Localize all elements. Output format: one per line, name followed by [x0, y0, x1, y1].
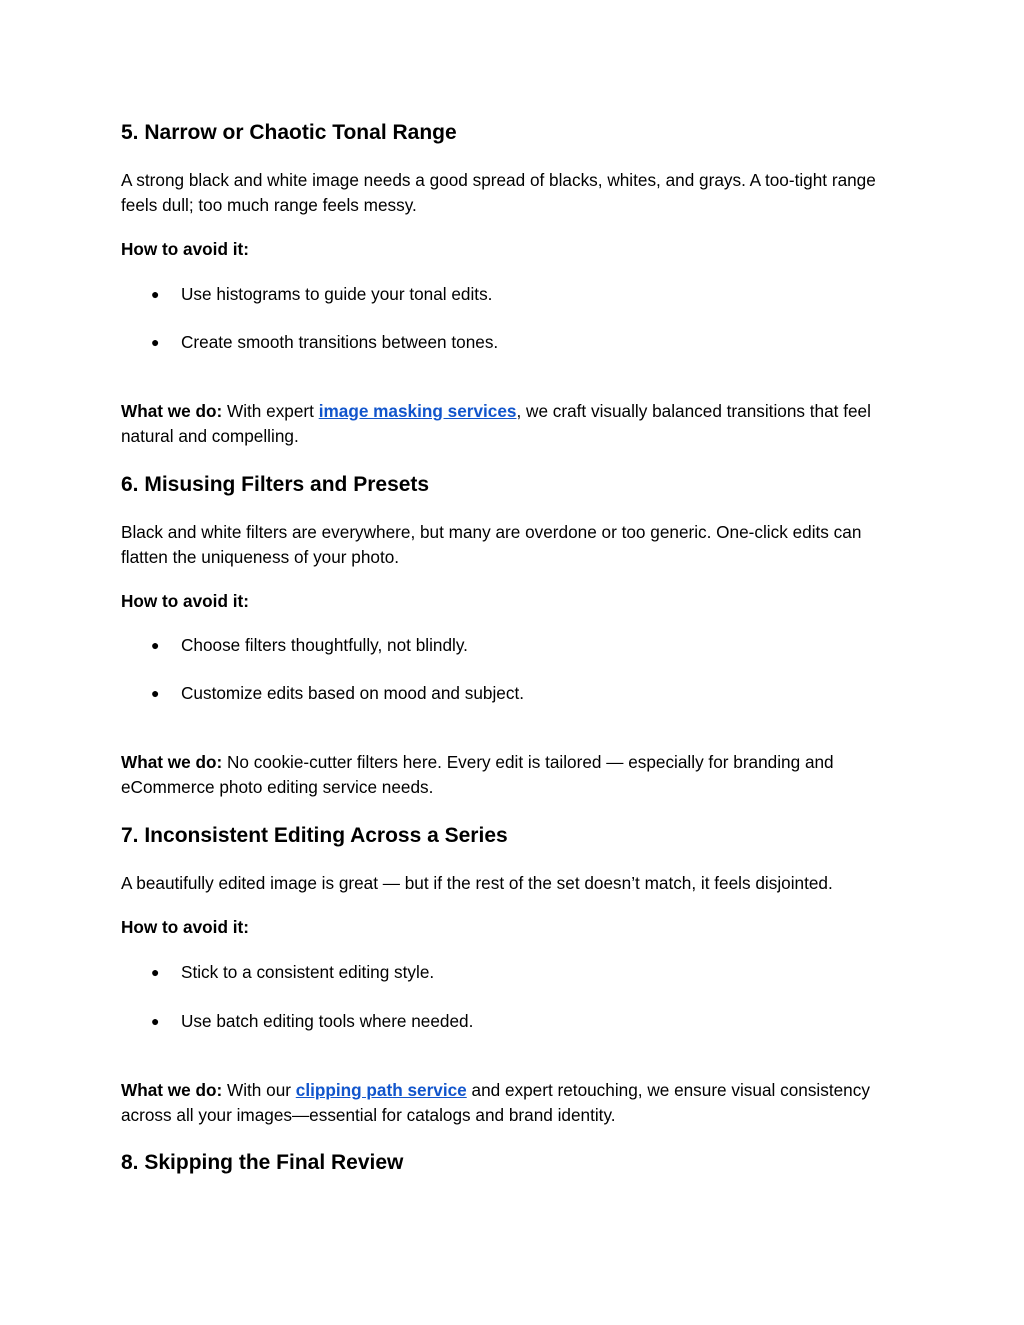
what-we-do-text: No cookie-cutter filters here. Every edit is tailored — especially for branding and eCommerce photo editing service needs.: [121, 752, 834, 797]
what-we-do-text: With expert: [222, 401, 319, 421]
image-masking-services-link[interactable]: image masking services: [318, 401, 517, 421]
list-item-text: Choose filters thoughtfully, not blindly.: [181, 635, 468, 655]
clipping-path-service-link[interactable]: clipping path service: [295, 1080, 467, 1100]
section-heading: 5. Narrow or Chaotic Tonal Range: [121, 121, 457, 144]
bullet-icon: ●: [151, 334, 160, 350]
what-we-do-text: and expert retouching, we ensure visual consistency across all your images—essential for catalogs and brand identity.: [121, 1080, 870, 1125]
what-we-do-label: What we do:: [121, 401, 223, 421]
how-to-avoid-label: How to avoid it:: [121, 591, 249, 611]
list-item-text: Create smooth transitions between tones.: [181, 332, 499, 352]
section-heading: 6. Misusing Filters and Presets: [121, 473, 430, 496]
how-to-avoid-label: How to avoid it:: [121, 239, 249, 259]
what-we-do-text: , we craft visually balanced transitions that feel natural and compelling.: [121, 401, 871, 446]
section-heading: 7. Inconsistent Editing Across a Series: [121, 824, 508, 847]
bullet-icon: ●: [151, 1013, 160, 1029]
what-we-do-label: What we do:: [121, 1080, 223, 1100]
what-we-do-paragraph: [121, 750, 901, 799]
section-intro: A beautifully edited image is great — but if the rest of the set doesn’t match, it feels disjointed.: [121, 873, 833, 893]
bullet-icon: ●: [151, 637, 160, 653]
list-item-text: Customize edits based on mood and subject.: [181, 683, 524, 703]
list-item-text: Use batch editing tools where needed.: [181, 1011, 474, 1031]
section-heading: 8. Skipping the Final Review: [121, 1151, 404, 1174]
section-intro: A strong black and white image needs a good spread of blacks, whites, and grays. A too-tight range feels dull; too much range feels messy.: [121, 170, 876, 215]
what-we-do-text: With our: [222, 1080, 296, 1100]
bullet-icon: ●: [151, 964, 160, 980]
section-intro: Black and white filters are everywhere, but many are overdone or too generic. One-click edits can flatten the uniqueness of your photo.: [121, 522, 862, 567]
list-item-text: Use histograms to guide your tonal edits.: [181, 284, 493, 304]
what-we-do-paragraph: [121, 1078, 901, 1127]
bullet-icon: ●: [151, 685, 160, 701]
bullet-icon: ●: [151, 286, 160, 302]
list-item-text: Stick to a consistent editing style.: [181, 962, 435, 982]
what-we-do-label: What we do:: [121, 752, 223, 772]
how-to-avoid-label: How to avoid it:: [121, 917, 249, 937]
what-we-do-paragraph: [121, 399, 901, 448]
